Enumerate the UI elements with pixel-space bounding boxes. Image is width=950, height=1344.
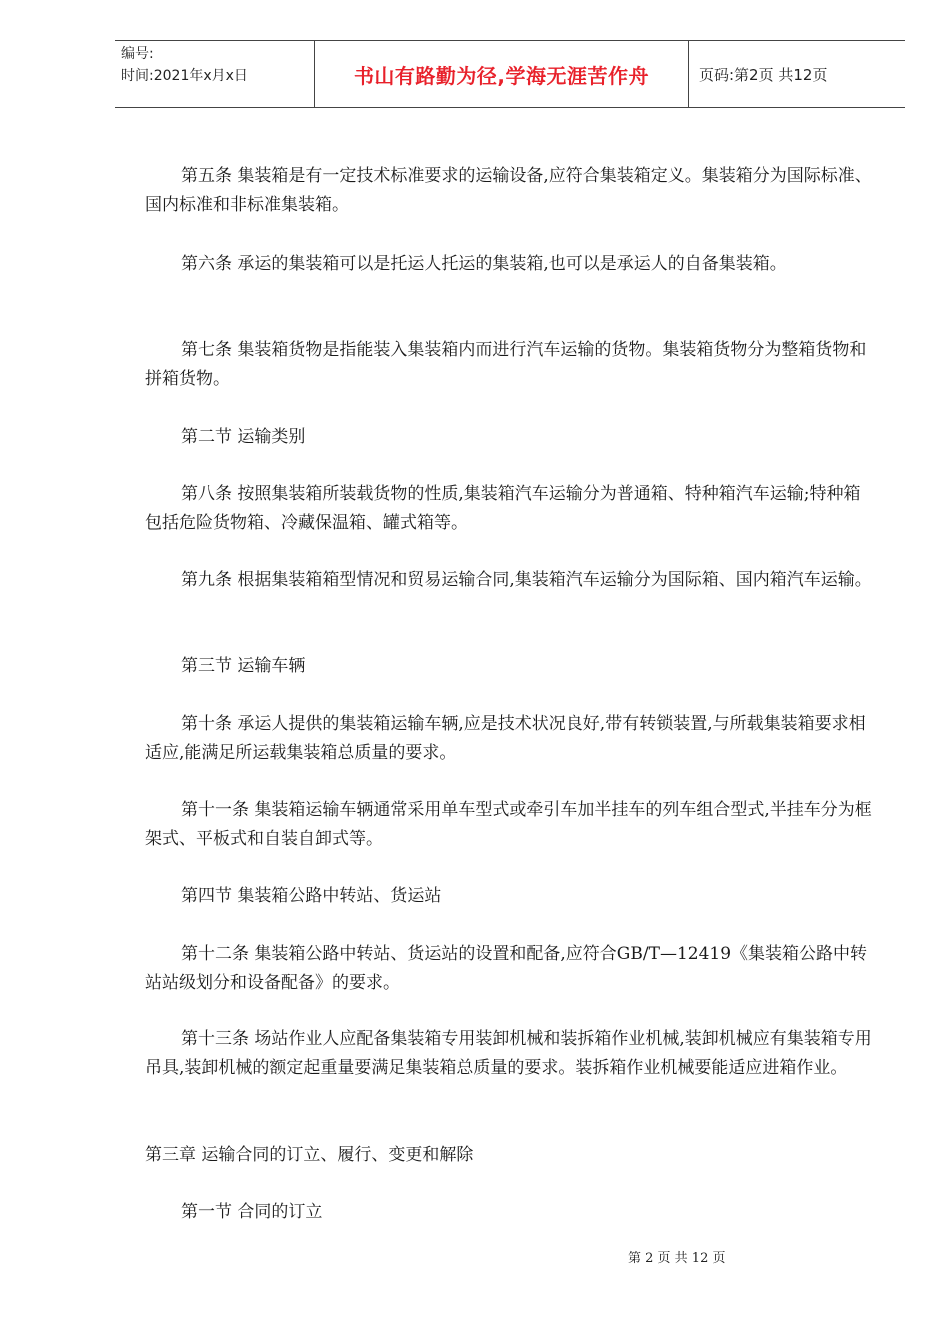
section-3-heading: 第三节 运输车辆 <box>181 656 306 676</box>
article-5: 第五条 集装箱是有一定技术标准要求的运输设备,应符合集装箱定义。集装箱分为国际标准、国内标准和非标准集装箱。 <box>145 166 872 215</box>
header-meta <box>115 41 315 107</box>
article-10: 第十条 承运人提供的集装箱运输车辆,应是技术状况良好,带有转锁装置,与所载集装箱要求相适应,能满足所运载集装箱总质量的要求。 <box>145 714 866 763</box>
document-header <box>115 40 905 108</box>
article-8: 第八条 按照集装箱所装载货物的性质,集装箱汽车运输分为普通箱、特种箱汽车运输;特种箱包括危险货物箱、冷藏保温箱、罐式箱等。 <box>145 484 861 533</box>
article-7: 第七条 集装箱货物是指能装入集装箱内而进行汽车运输的货物。集装箱货物分为整箱货物和拼箱货物。 <box>145 340 867 389</box>
time-label: 时间:2021年x月x日 <box>121 68 248 84</box>
header-page-info: 页码:第2页 共12页 <box>699 65 828 84</box>
chapter-3-heading: 第三章 运输合同的订立、履行、变更和解除 <box>145 1145 474 1165</box>
section-1-heading: 第一节 合同的订立 <box>181 1202 323 1222</box>
header-motto: 书山有路勤为径,学海无涯苦作舟 <box>315 41 689 107</box>
article-6: 第六条 承运的集装箱可以是托运人托运的集装箱,也可以是承运人的自备集装箱。 <box>181 254 787 274</box>
page-footer: 第 2 页 共 12 页 <box>628 1251 726 1266</box>
article-12: 第十二条 集装箱公路中转站、货运站的设置和配备,应符合GB/T—12419《集装箱公路中转站站级划分和设备配备》的要求。 <box>145 944 868 993</box>
article-9: 第九条 根据集装箱箱型情况和贸易运输合同,集装箱汽车运输分为国际箱、国内箱汽车运输。 <box>181 570 872 590</box>
number-label: 编号: <box>121 46 154 62</box>
article-13: 第十三条 场站作业人应配备集装箱专用装卸机械和装拆箱作业机械,装卸机械应有集装箱专用吊具,装卸机械的额定起重量要满足集装箱总质量的要求。装拆箱作业机械要能适应进箱作业。 <box>145 1029 872 1078</box>
article-11: 第十一条 集装箱运输车辆通常采用单车型式或牵引车加半挂车的列车组合型式,半挂车分为框架式、平板式和自装自卸式等。 <box>145 800 872 849</box>
section-4-heading: 第四节 集装箱公路中转站、货运站 <box>181 886 442 906</box>
section-2-heading: 第二节 运输类别 <box>181 427 306 447</box>
